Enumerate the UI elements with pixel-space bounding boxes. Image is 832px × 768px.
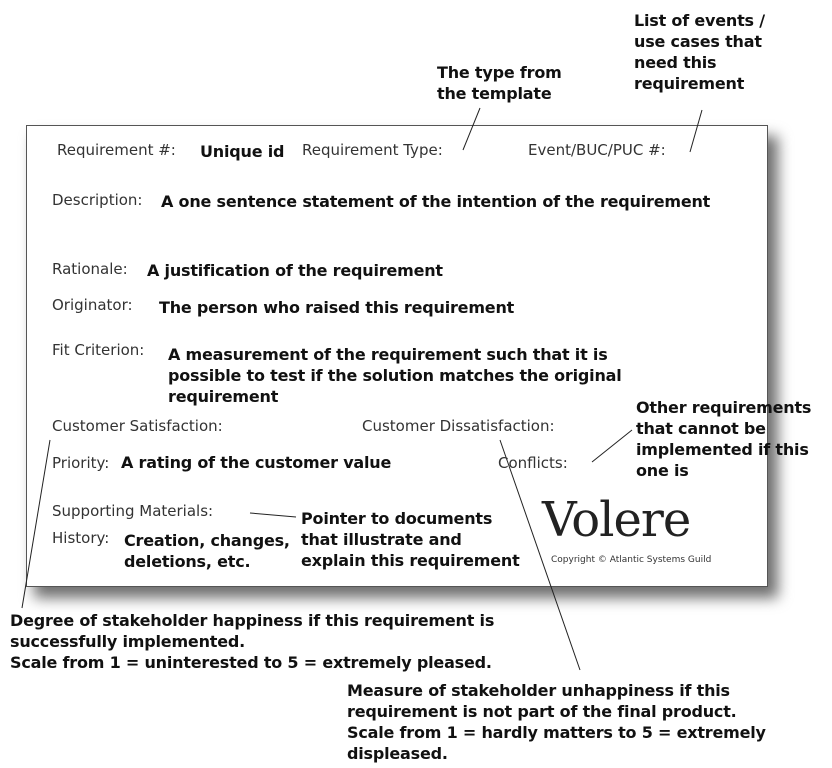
- leader-supporting: [250, 513, 296, 517]
- event-buc-puc-label: Event/BUC/PUC #:: [528, 141, 666, 159]
- annotation-line: explain this requirement: [301, 551, 520, 570]
- rationale-label: Rationale:: [52, 260, 128, 278]
- annotation-line: List of events /: [634, 11, 765, 30]
- annotation-line: one is: [636, 461, 689, 480]
- rationale-value: A justification of the requirement: [147, 261, 443, 280]
- annotation-line: the template: [437, 84, 552, 103]
- customer-dissatisfaction-label: Customer Dissatisfaction:: [362, 417, 555, 435]
- priority-value: A rating of the customer value: [121, 453, 392, 472]
- volere-logo: Volere: [542, 492, 691, 548]
- annotation-pointer-documents: [301, 508, 520, 571]
- customer-satisfaction-label: Customer Satisfaction:: [52, 417, 223, 435]
- annotation-line: that illustrate and: [301, 530, 462, 549]
- annotation-events-list: [634, 10, 765, 94]
- copyright-text: Copyright © Atlantic Systems Guild: [551, 555, 712, 565]
- annotation-line: The type from: [437, 63, 562, 82]
- annotation-line: implemented if this: [636, 440, 809, 459]
- requirement-type-label: Requirement Type:: [302, 141, 443, 159]
- leader-events: [690, 110, 702, 152]
- leader-conflicts: [592, 430, 632, 462]
- annotation-other-requirements: [636, 397, 811, 481]
- annotation-line: Other requirements: [636, 398, 812, 417]
- annotation-line: that cannot be: [636, 419, 766, 438]
- annotation-satisfaction: [10, 610, 494, 673]
- annotation-line: need this: [634, 53, 717, 72]
- history-label: History:: [52, 529, 110, 547]
- originator-value: The person who raised this requirement: [159, 298, 515, 317]
- leader-satisfaction: [22, 440, 50, 608]
- fit-criterion-line: requirement: [168, 387, 279, 406]
- annotation-line: Scale from 1 = uninterested to 5 = extremely pleased.: [10, 653, 492, 672]
- annotation-line: Degree of stakeholder happiness if this requirement is: [10, 611, 495, 630]
- requirement-number-label: Requirement #:: [57, 141, 176, 159]
- annotation-line: requirement: [634, 74, 745, 93]
- fit-criterion-value: [168, 344, 622, 407]
- annotation-type-from-template: [437, 62, 562, 104]
- history-value: [124, 530, 290, 572]
- conflicts-label: Conflicts:: [498, 454, 568, 472]
- history-line: Creation, changes,: [124, 531, 290, 550]
- description-label: Description:: [52, 191, 143, 209]
- leader-type: [463, 108, 480, 150]
- fit-criterion-line: possible to test if the solution matches the original: [168, 366, 622, 385]
- priority-label: Priority:: [52, 454, 110, 472]
- annotation-line: Pointer to documents: [301, 509, 493, 528]
- fit-criterion-line: A measurement of the requirement such that it is: [168, 345, 608, 364]
- fit-criterion-label: Fit Criterion:: [52, 341, 145, 359]
- annotation-line: successfully implemented.: [10, 632, 245, 651]
- annotation-dissatisfaction: [347, 680, 766, 764]
- annotation-line: Scale from 1 = hardly matters to 5 = extremely: [347, 723, 766, 742]
- description-value: A one sentence statement of the intention of the requirement: [161, 192, 711, 211]
- history-line: deletions, etc.: [124, 552, 251, 571]
- supporting-materials-label: Supporting Materials:: [52, 502, 214, 520]
- originator-label: Originator:: [52, 296, 133, 314]
- annotation-line: use cases that: [634, 32, 762, 51]
- requirement-number-value: Unique id: [200, 142, 285, 161]
- annotation-line: requirement is not part of the final product.: [347, 702, 737, 721]
- annotation-line: Measure of stakeholder unhappiness if this: [347, 681, 730, 700]
- annotation-line: displeased.: [347, 744, 448, 763]
